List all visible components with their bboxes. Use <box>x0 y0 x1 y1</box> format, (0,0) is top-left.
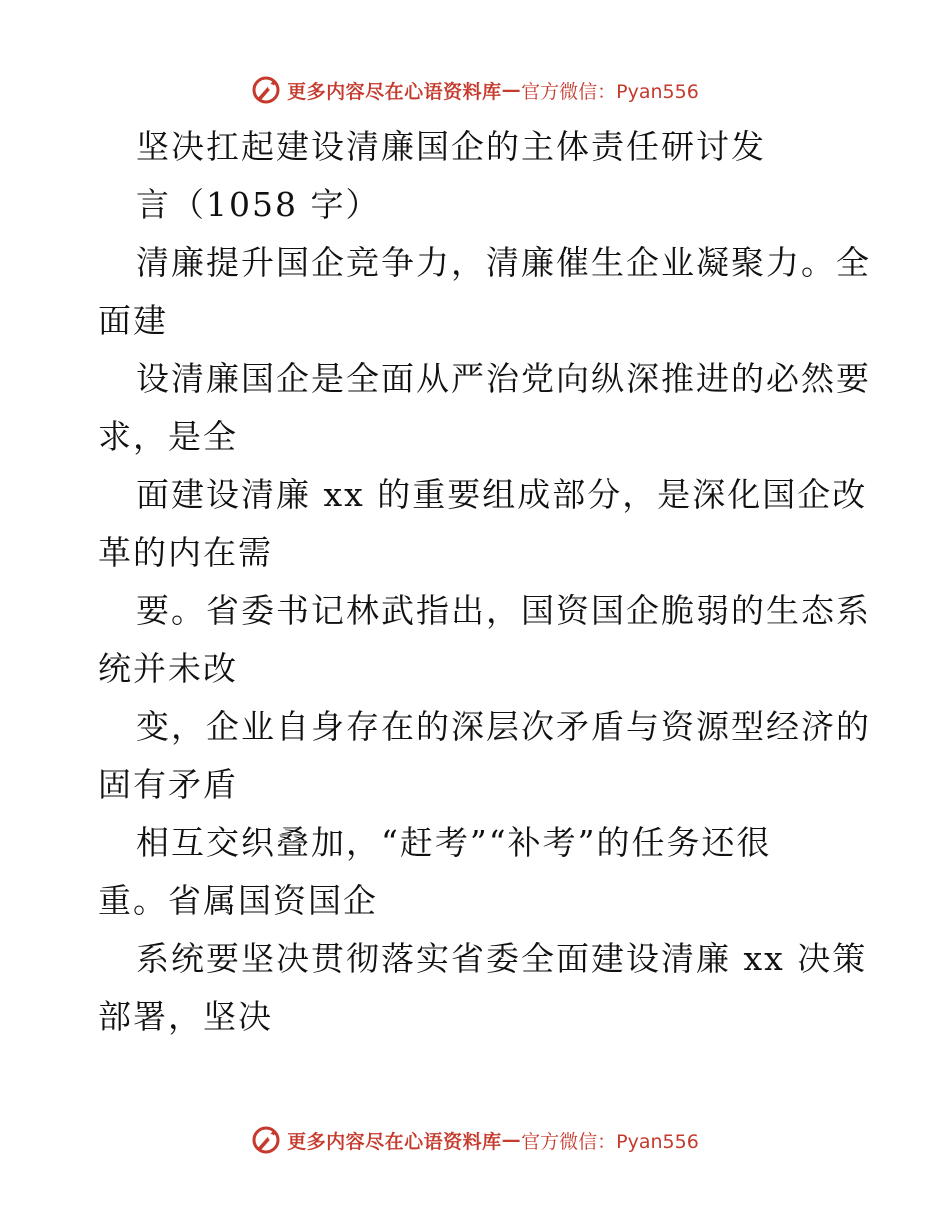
header-banner-separator: — <box>501 79 522 101</box>
title-line-2: 言（1058 字） <box>136 185 381 224</box>
title-line-1: 坚决扛起建设清廉国企的主体责任研讨发 <box>136 127 766 166</box>
text-line: 要。省委书记林武指出，国资国企脆弱的生态系 <box>136 591 871 630</box>
text-line: 面建设清廉 xx 的重要组成部分，是深化国企改 <box>136 475 868 514</box>
quill-logo-icon <box>251 1125 281 1155</box>
text-line: 面建 <box>98 301 168 340</box>
text-line: 革的内在需 <box>98 533 273 572</box>
header-banner <box>0 70 950 110</box>
quill-logo-icon <box>251 75 281 105</box>
header-banner-text: 更多内容尽在心语资料库 <box>287 80 502 103</box>
text-line: 求，是全 <box>98 417 238 456</box>
text-line: 清廉提升国企竞争力，清廉催生企业凝聚力。全 <box>136 243 871 282</box>
footer-banner-text: 更多内容尽在心语资料库 <box>287 1130 502 1153</box>
text-line: 统并未改 <box>98 649 238 688</box>
header-banner-wechat: 官方微信：Pyan556 <box>521 80 699 103</box>
footer-banner <box>0 1120 950 1160</box>
text-line: 设清廉国企是全面从严治党向纵深推进的必然要 <box>136 359 871 398</box>
text-line: 相互交织叠加，“赶考”“补考”的任务还很 <box>136 823 772 862</box>
text-line: 重。省属国资国企 <box>98 881 378 920</box>
text-line: 系统要坚决贯彻落实省委全面建设清廉 xx 决策 <box>136 939 868 978</box>
text-line: 变，企业自身存在的深层次矛盾与资源型经济的 <box>136 707 871 746</box>
text-line: 部署，坚决 <box>98 997 273 1036</box>
footer-banner-wechat: 官方微信：Pyan556 <box>521 1130 699 1153</box>
document-body <box>98 118 871 1046</box>
footer-banner-separator: — <box>501 1129 522 1151</box>
text-line: 固有矛盾 <box>98 765 238 804</box>
